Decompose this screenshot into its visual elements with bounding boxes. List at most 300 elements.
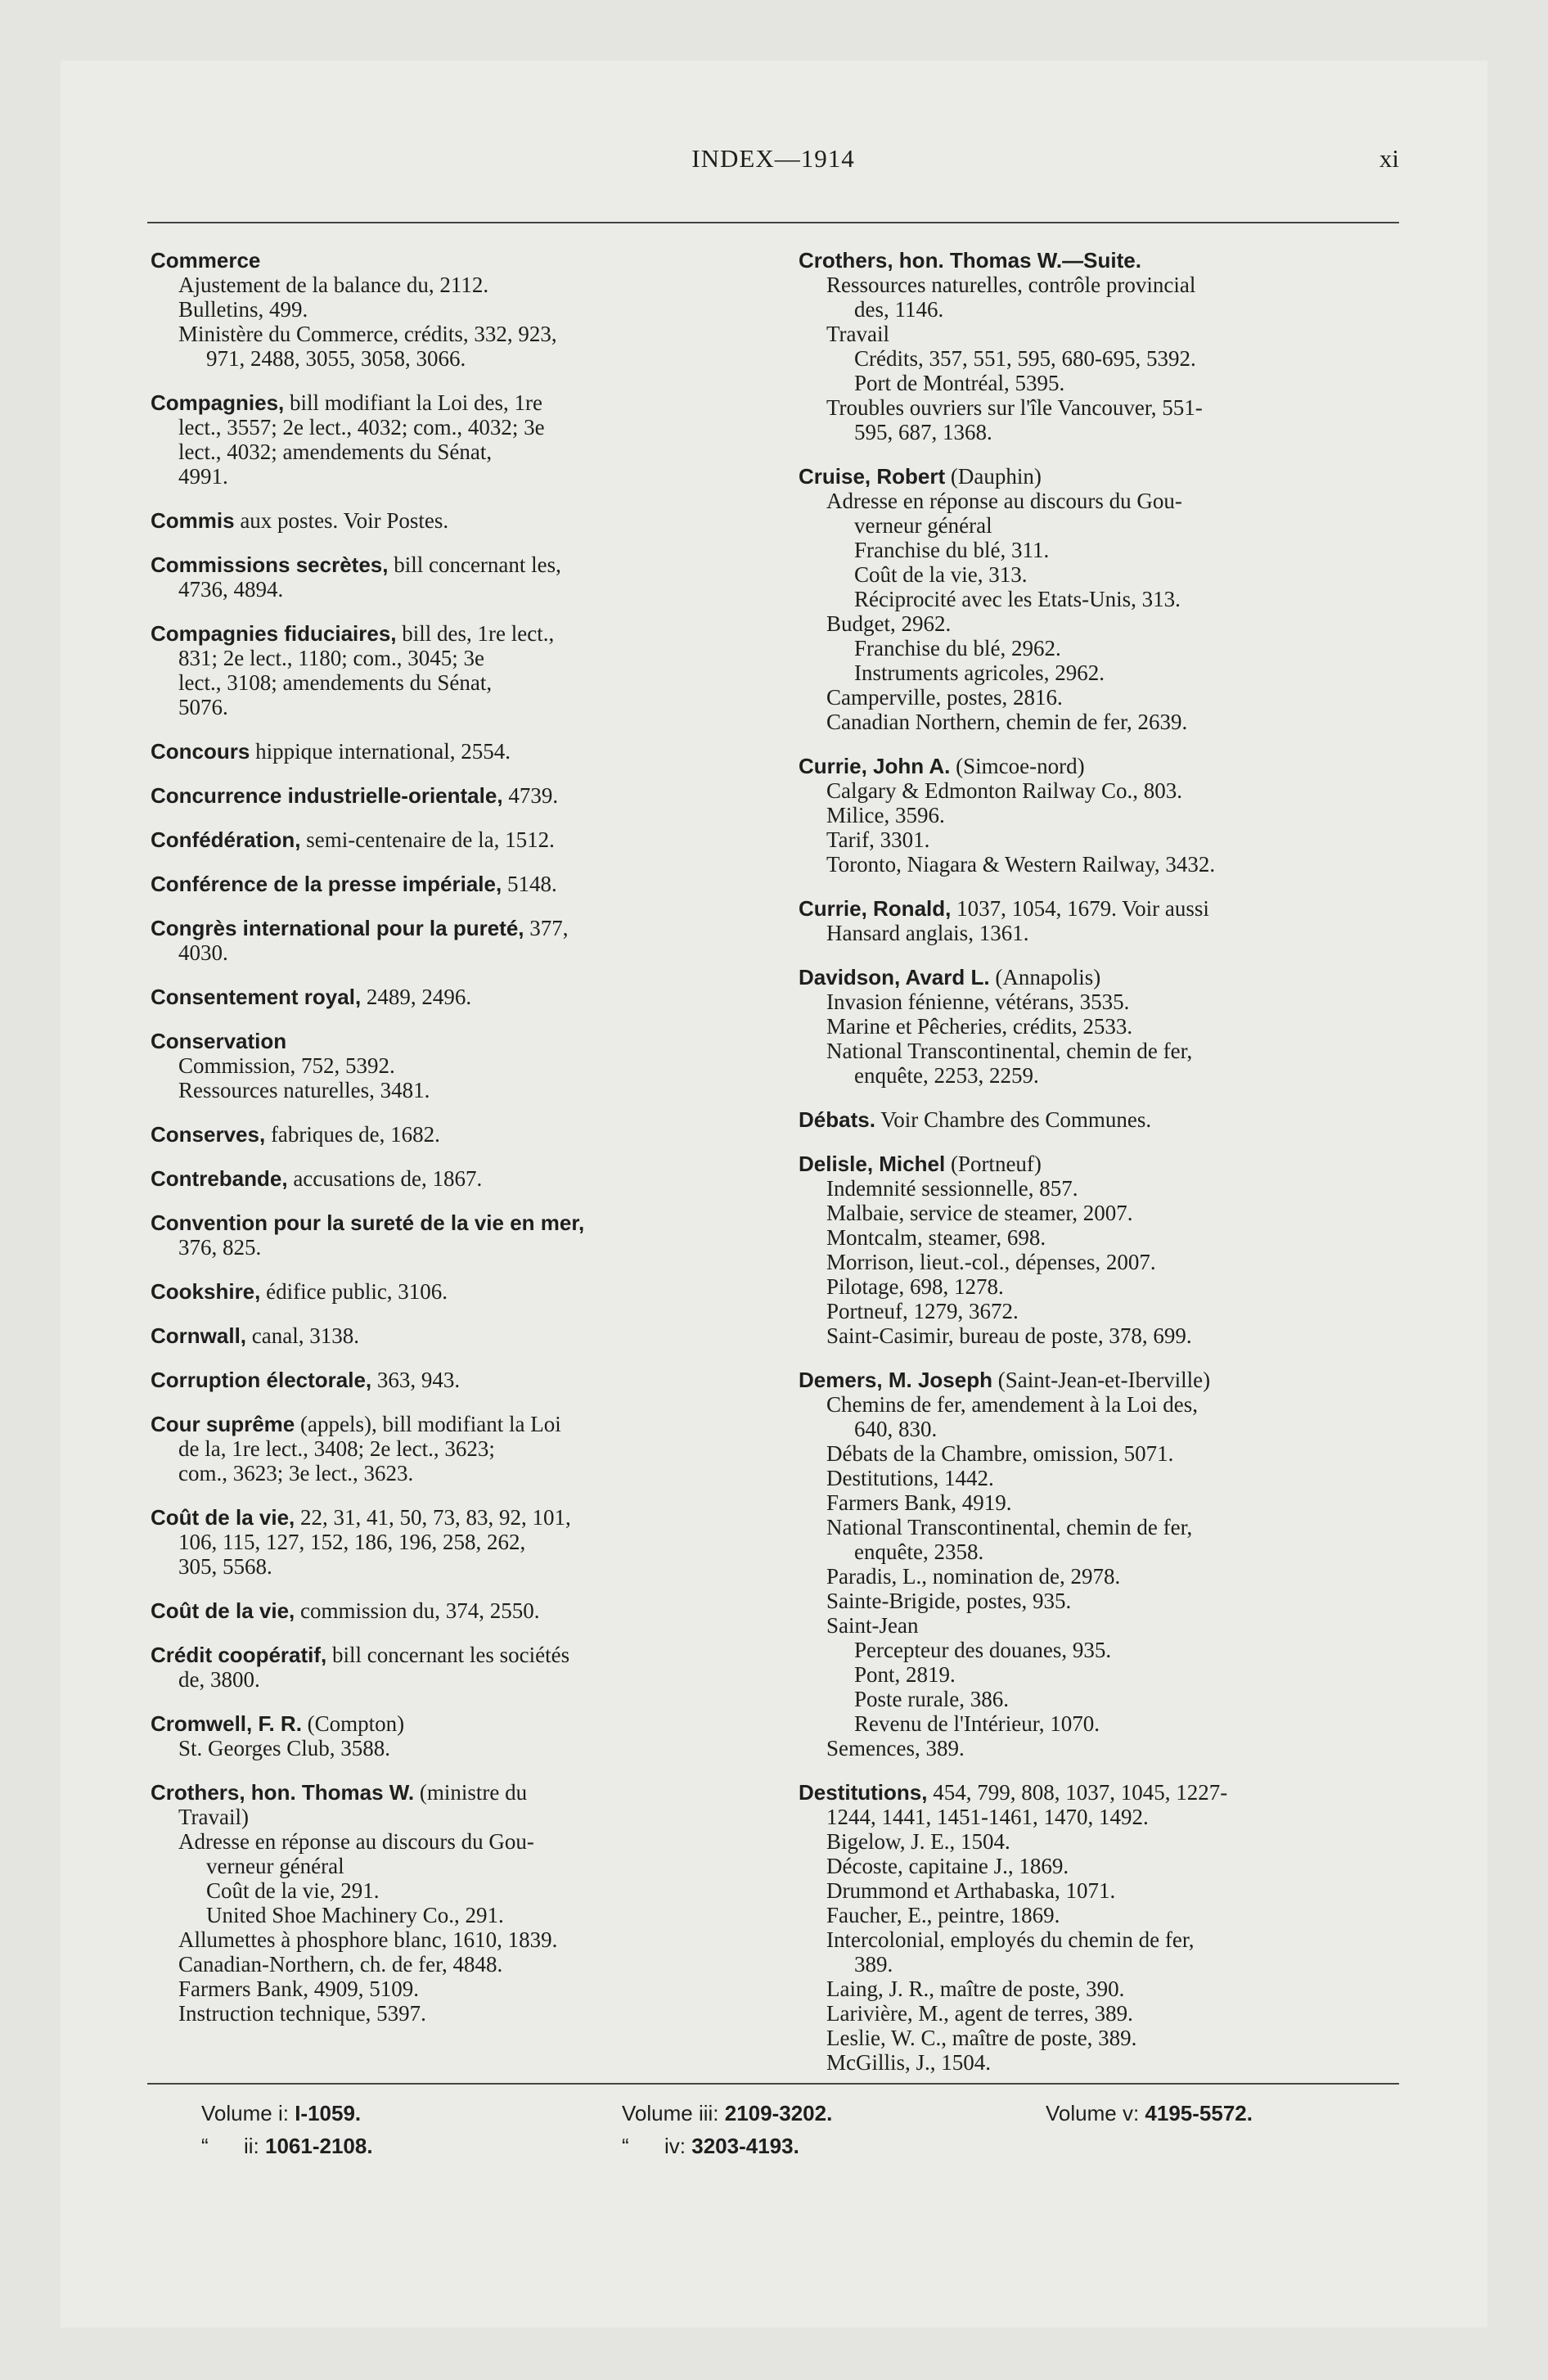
sub-entry-text: Adresse en réponse au discours du Gou- (178, 1829, 534, 1854)
sub-entry (799, 611, 1404, 636)
sub-entry-text: Drummond et Arthabaska, 1071. (826, 1878, 1116, 1903)
sub-entry-text: Débats de la Chambre, omission, 5071. (826, 1441, 1174, 1466)
index-entry (151, 1323, 764, 1348)
sub-sub-entry-text: Instruments agricoles, 2962. (854, 660, 1105, 685)
sub-sub-entry (151, 1903, 764, 1927)
entry-continuation: Hansard anglais, 1361. (826, 921, 1029, 945)
sub-entry-text: McGillis, J., 1504. (826, 2050, 992, 2075)
sub-entry-text: Morrison, lieut.-col., dépenses, 2007. (826, 1250, 1156, 1274)
sub-entry-text: Montcalm, steamer, 698. (826, 1225, 1046, 1250)
entry-first-line (799, 1152, 1404, 1176)
sub-entry-text: Saint-Casimir, bureau de poste, 378, 699. (826, 1323, 1192, 1348)
entry-text: hippique international, 2554. (255, 739, 511, 764)
sub-entry (799, 1274, 1404, 1299)
entry-text: accusations de, 1867. (293, 1166, 483, 1191)
sub-entry (799, 1613, 1404, 1638)
entry-text: Voir Chambre des Communes. (880, 1107, 1152, 1132)
sub-sub-entry-text: Poste rurale, 386. (854, 1687, 1009, 1711)
sub-entry (799, 1854, 1404, 1878)
sub-entry-text: Ajustement de la balance du, 2112. (178, 273, 489, 297)
entry-first-line (151, 248, 764, 273)
page-header (147, 144, 1399, 177)
entry-continuation: 5076. (178, 695, 228, 719)
sub-entry (799, 273, 1404, 322)
entry-heading: Commissions secrètes, (151, 552, 389, 577)
index-entry (151, 1210, 764, 1260)
sub-entry (151, 1977, 764, 2001)
index-entry (799, 896, 1404, 945)
sub-entry (799, 1441, 1404, 1466)
header-rule (147, 222, 1399, 223)
sub-sub-entry (799, 1662, 1404, 1687)
entry-first-line (151, 1279, 764, 1304)
sub-entry (799, 778, 1404, 803)
index-entry (799, 464, 1404, 734)
volume-range: 4195-5572. (1145, 2101, 1253, 2125)
sub-sub-entry-text: Percepteur des douanes, 935. (854, 1638, 1112, 1662)
sub-entry-text: Paradis, L., nomination de, 2978. (826, 1564, 1121, 1589)
sub-entry (799, 2026, 1404, 2050)
entry-heading: Débats. (799, 1107, 875, 1132)
sub-entry-text: Farmers Bank, 4919. (826, 1490, 1012, 1515)
sub-entry (151, 1927, 764, 1952)
entry-continuation: Travail) (178, 1805, 249, 1829)
sub-entry (151, 273, 764, 297)
sub-entry (799, 685, 1404, 710)
entry-first-line (151, 552, 764, 577)
sub-entry-text: Chemins de fer, amendement à la Loi des, (826, 1392, 1199, 1417)
footer-volume-line (1046, 2097, 1253, 2130)
entry-text: aux postes. Voir Postes. (240, 508, 449, 533)
sub-entry-text: 389. (854, 1952, 893, 1977)
entry-text: édifice public, 3106. (266, 1279, 448, 1304)
entry-heading: Confédération, (151, 827, 301, 852)
entry-first-line (799, 1107, 1404, 1132)
sub-entry-text: Allumettes à phosphore blanc, 1610, 1839. (178, 1927, 558, 1952)
entry-text: semi-centenaire de la, 1512. (306, 827, 555, 852)
sub-entry (799, 489, 1404, 538)
sub-sub-entry-text: United Shoe Machinery Co., 291. (206, 1903, 504, 1927)
sub-sub-entry-text: Coût de la vie, 291. (206, 1878, 380, 1903)
entry-text: bill des, 1re lect., (402, 621, 555, 646)
entry-heading: Compagnies, (151, 390, 285, 415)
sub-entry (151, 1736, 764, 1760)
sub-entry-text: Saint-Jean (826, 1613, 919, 1638)
volume-range: 2109-3202. (724, 2101, 833, 2125)
entry-heading: Concours (151, 739, 250, 764)
entry-continuation: 376, 825. (178, 1235, 262, 1260)
sub-sub-entry (799, 371, 1404, 395)
sub-entry (799, 710, 1404, 734)
sub-entry-text: Sainte-Brigide, postes, 935. (826, 1589, 1072, 1613)
sub-entry-text: Intercolonial, employés du chemin de fer, (826, 1927, 1195, 1952)
sub-entry (799, 1466, 1404, 1490)
sub-entry-text: Décoste, capitaine J., 1869. (826, 1854, 1069, 1878)
entry-heading: Conservation (151, 1029, 287, 1053)
sub-entry-text: Troubles ouvriers sur l'île Vancouver, 551- (826, 395, 1203, 420)
index-entry (151, 621, 764, 719)
index-entry (151, 1166, 764, 1191)
volume-range: 1061-2108. (265, 2134, 373, 2158)
sub-entry-text: Semences, 389. (826, 1736, 965, 1760)
footer-volume-group-1 (201, 2097, 373, 2162)
entry-heading: Cour suprême (151, 1412, 295, 1436)
sub-entry (799, 1564, 1404, 1589)
sub-entry-text: Invasion fénienne, vétérans, 3535. (826, 989, 1130, 1014)
index-entry (151, 508, 764, 533)
sub-entry-text: National Transcontinental, chemin de fer, (826, 1039, 1193, 1063)
sub-sub-entry (799, 587, 1404, 611)
index-entry (151, 1505, 764, 1579)
entry-continuation: 1244, 1441, 1451-1461, 1470, 1492. (826, 1805, 1149, 1829)
sub-entry-text: Calgary & Edmonton Railway Co., 803. (826, 778, 1182, 803)
entry-text: (Dauphin) (950, 464, 1042, 489)
sub-entry (151, 297, 764, 322)
entry-first-line (151, 1711, 764, 1736)
entry-first-line (799, 965, 1404, 989)
sub-entry (799, 1201, 1404, 1225)
entry-first-line (151, 1412, 764, 1436)
footer-volume-line (201, 2130, 373, 2162)
entry-heading: Conférence de la presse impériale, (151, 872, 502, 896)
entry-heading: Crothers, hon. Thomas W.—Suite. (799, 248, 1141, 273)
entry-first-line (151, 916, 764, 940)
entry-text: (Simcoe-nord) (956, 754, 1085, 778)
entry-first-line (151, 1643, 764, 1667)
sub-entry (151, 322, 764, 371)
entry-heading: Crothers, hon. Thomas W. (151, 1780, 415, 1805)
sub-entry (799, 852, 1404, 877)
entry-text: 2489, 2496. (366, 985, 472, 1009)
sub-sub-entry-text: Port de Montréal, 5395. (854, 371, 1065, 395)
entry-first-line (151, 1122, 764, 1147)
sub-entry-text: Bulletins, 499. (178, 297, 308, 322)
index-column-right (799, 248, 1404, 2094)
entry-text: (Compton) (307, 1711, 405, 1736)
sub-sub-entry-text: Franchise du blé, 2962. (854, 636, 1061, 660)
entry-continuation: 4030. (178, 940, 228, 965)
sub-entry (799, 2050, 1404, 2075)
entry-first-line (799, 1780, 1404, 1805)
sub-sub-entry-text: Réciprocité avec les Etats-Unis, 313. (854, 587, 1181, 611)
entry-continuation: 831; 2e lect., 1180; com., 3045; 3e (178, 646, 484, 670)
sub-sub-entry (799, 562, 1404, 587)
index-entry (151, 248, 764, 371)
footer-volume-group-3 (1046, 2097, 1253, 2130)
entry-continuation: de, 3800. (178, 1667, 260, 1692)
entry-first-line (151, 1029, 764, 1053)
sub-sub-entry (799, 1638, 1404, 1662)
sub-entry-text: enquête, 2253, 2259. (854, 1063, 1039, 1088)
sub-entry-text: Milice, 3596. (826, 803, 945, 827)
sub-entry-text: Instruction technique, 5397. (178, 2001, 426, 2026)
entry-heading: Davidson, Avard L. (799, 965, 990, 989)
index-entry (151, 827, 764, 852)
sub-entry (799, 395, 1404, 444)
sub-entry-text: Destitutions, 1442. (826, 1466, 994, 1490)
sub-entry-text: Farmers Bank, 4909, 5109. (178, 1977, 419, 2001)
entry-first-line (151, 872, 764, 896)
entry-text: (Portneuf) (950, 1152, 1042, 1176)
index-entry (799, 1780, 1404, 2075)
sub-entry (799, 1878, 1404, 1903)
sub-entry (799, 1736, 1404, 1760)
entry-first-line (151, 827, 764, 852)
index-entry (151, 985, 764, 1009)
running-title: INDEX—1914 (691, 144, 855, 173)
page-number: xi (1379, 144, 1399, 173)
entry-first-line (799, 1368, 1404, 1392)
index-entry (151, 390, 764, 489)
sub-sub-entry (799, 346, 1404, 371)
sub-entry-text: Canadian-Northern, ch. de fer, 4848. (178, 1952, 503, 1977)
entry-continuation: com., 3623; 3e lect., 3623. (178, 1461, 414, 1485)
index-entry (151, 783, 764, 808)
sub-entry-text: Faucher, E., peintre, 1869. (826, 1903, 1060, 1927)
sub-entry-text: Canadian Northern, chemin de fer, 2639. (826, 710, 1188, 734)
sub-entry (799, 1392, 1404, 1441)
sub-entry-text: Indemnité sessionnelle, 857. (826, 1176, 1078, 1201)
entry-heading: Corruption électorale, (151, 1368, 372, 1392)
entry-heading: Contrebande, (151, 1166, 288, 1191)
entry-heading: Consentement royal, (151, 985, 362, 1009)
entry-first-line (151, 390, 764, 415)
volume-label: “ ii: (201, 2134, 259, 2158)
sub-sub-entry-text: Pont, 2819. (854, 1662, 956, 1687)
index-entry (799, 754, 1404, 877)
entry-continuation: lect., 3557; 2e lect., 4032; com., 4032; 3e (178, 415, 545, 439)
sub-entry-text: Ressources naturelles, contrôle provincial (826, 273, 1196, 297)
entry-heading: Concurrence industrielle-orientale, (151, 783, 503, 808)
sub-entry (799, 1014, 1404, 1039)
index-entry (151, 872, 764, 896)
entry-text: 5148. (506, 872, 557, 896)
entry-continuation: 4736, 4894. (178, 577, 284, 602)
sub-entry-text: Budget, 2962. (826, 611, 952, 636)
index-entry (151, 1412, 764, 1485)
index-entry (151, 1780, 764, 2026)
entry-continuation: 4991. (178, 464, 228, 489)
sub-entry (799, 1323, 1404, 1348)
sub-sub-entry (799, 1687, 1404, 1711)
entry-first-line (799, 896, 1404, 921)
sub-entry (151, 1829, 764, 1878)
sub-entry-text: verneur général (854, 513, 992, 538)
entry-heading: Conserves, (151, 1122, 266, 1147)
footer-rule (147, 2083, 1399, 2085)
index-entry (151, 1368, 764, 1392)
sub-entry-text: Pilotage, 698, 1278. (826, 1274, 1004, 1299)
index-column-left (151, 248, 764, 2045)
sub-entry-text: Travail (826, 322, 890, 346)
entry-first-line (799, 464, 1404, 489)
sub-sub-entry (799, 538, 1404, 562)
entry-continuation: 305, 5568. (178, 1554, 272, 1579)
entry-first-line (151, 1598, 764, 1623)
entry-continuation: lect., 4032; amendements du Sénat, (178, 439, 493, 464)
sub-entry (799, 1176, 1404, 1201)
sub-entry (799, 1903, 1404, 1927)
entry-heading: Currie, John A. (799, 754, 951, 778)
entry-heading: Coût de la vie, (151, 1505, 295, 1530)
entry-first-line (151, 1780, 764, 1805)
sub-entry-text: St. Georges Club, 3588. (178, 1736, 391, 1760)
sub-entry-text: des, 1146. (854, 297, 944, 322)
sub-entry (799, 1829, 1404, 1854)
entry-heading: Delisle, Michel (799, 1152, 946, 1176)
sub-entry-text: 971, 2488, 3055, 3058, 3066. (206, 346, 466, 371)
sub-entry (799, 322, 1404, 346)
entry-heading: Cookshire, (151, 1279, 261, 1304)
index-entry (151, 1598, 764, 1623)
sub-entry-text: Portneuf, 1279, 3672. (826, 1299, 1019, 1323)
sub-sub-entry (151, 1878, 764, 1903)
footer-volume-line (622, 2097, 832, 2130)
sub-entry-text: Tarif, 3301. (826, 827, 930, 852)
sub-entry (799, 803, 1404, 827)
entry-heading: Compagnies fiduciaires, (151, 621, 397, 646)
sub-sub-entry-text: Revenu de l'Intérieur, 1070. (854, 1711, 1100, 1736)
index-entry (799, 965, 1404, 1088)
footer-volume-line (622, 2130, 832, 2162)
sub-sub-entry-text: Franchise du blé, 311. (854, 538, 1050, 562)
entry-continuation: de la, 1re lect., 3408; 2e lect., 3623; (178, 1436, 495, 1461)
index-entry (151, 1029, 764, 1102)
sub-entry-text: Bigelow, J. E., 1504. (826, 1829, 1010, 1854)
sub-sub-entry-text: Coût de la vie, 313. (854, 562, 1028, 587)
entry-text: 377, (529, 916, 569, 940)
sub-entry (151, 1078, 764, 1102)
entry-continuation: 106, 115, 127, 152, 186, 196, 258, 262, (178, 1530, 526, 1554)
volume-label: “ iv: (622, 2134, 686, 2158)
volume-range: 3203-4193. (691, 2134, 799, 2158)
entry-heading: Destitutions, (799, 1780, 928, 1805)
entry-first-line (799, 248, 1404, 273)
entry-text: 22, 31, 41, 50, 73, 83, 92, 101, (300, 1505, 571, 1530)
entry-first-line (799, 754, 1404, 778)
entry-text: bill concernant les sociétés (332, 1643, 570, 1667)
sub-entry (799, 2001, 1404, 2026)
entry-first-line (151, 783, 764, 808)
footer-volume-line (201, 2097, 373, 2130)
index-entry (799, 1152, 1404, 1348)
sub-sub-entry (799, 1711, 1404, 1736)
volume-label: Volume i: (201, 2101, 289, 2125)
sub-entry (799, 827, 1404, 852)
sub-entry (799, 1250, 1404, 1274)
sub-entry-text: verneur général (206, 1854, 344, 1878)
entry-text: canal, 3138. (251, 1323, 359, 1348)
entry-first-line (151, 1166, 764, 1191)
entry-heading: Convention pour la sureté de la vie en mer, (151, 1210, 585, 1235)
entry-text: 1037, 1054, 1679. Voir aussi (956, 896, 1209, 921)
sub-entry-text: Ministère du Commerce, crédits, 332, 923, (178, 322, 557, 346)
entry-heading: Demers, M. Joseph (799, 1368, 992, 1392)
sub-entry (799, 1515, 1404, 1564)
index-entry (151, 1279, 764, 1304)
sub-entry-text: Leslie, W. C., maître de poste, 389. (826, 2026, 1137, 2050)
index-entry (151, 739, 764, 764)
entry-text: (ministre du (419, 1780, 528, 1805)
entry-text: (Saint-Jean-et-Iberville) (997, 1368, 1211, 1392)
index-entry (151, 916, 764, 965)
entry-first-line (151, 1210, 764, 1235)
sub-entry-text: Marine et Pêcheries, crédits, 2533. (826, 1014, 1133, 1039)
index-entry (799, 1368, 1404, 1760)
entry-text: 454, 799, 808, 1037, 1045, 1227- (933, 1780, 1228, 1805)
entry-first-line (151, 621, 764, 646)
entry-first-line (151, 1323, 764, 1348)
index-entry (799, 248, 1404, 444)
sub-entry-text: 595, 687, 1368. (854, 420, 992, 444)
sub-entry (799, 1490, 1404, 1515)
entry-continuation: lect., 3108; amendements du Sénat, (178, 670, 493, 695)
entry-heading: Cornwall, (151, 1323, 247, 1348)
sub-entry (799, 1927, 1404, 1977)
sub-sub-entry-text: Crédits, 357, 551, 595, 680-695, 5392. (854, 346, 1196, 371)
entry-text: bill concernant les, (394, 552, 561, 577)
entry-heading: Cromwell, F. R. (151, 1711, 302, 1736)
index-entry (151, 552, 764, 602)
entry-text: (Annapolis) (995, 965, 1101, 989)
index-entry (799, 1107, 1404, 1132)
entry-heading: Coût de la vie, (151, 1598, 295, 1623)
entry-heading: Commerce (151, 248, 261, 273)
sub-entry (799, 1225, 1404, 1250)
sub-entry-text: Malbaie, service de steamer, 2007. (826, 1201, 1133, 1225)
sub-entry-text: enquête, 2358. (854, 1539, 984, 1564)
entry-text: 4739. (508, 783, 559, 808)
sub-entry-text: Adresse en réponse au discours du Gou- (826, 489, 1182, 513)
sub-entry (151, 2001, 764, 2026)
volume-label: Volume v: (1046, 2101, 1140, 2125)
sub-entry (799, 989, 1404, 1014)
sub-entry-text: Ressources naturelles, 3481. (178, 1078, 430, 1102)
sub-entry-text: Toronto, Niagara & Western Railway, 3432. (826, 852, 1216, 877)
entry-text: 363, 943. (376, 1368, 461, 1392)
sub-entry (151, 1053, 764, 1078)
entry-text: fabriques de, 1682. (270, 1122, 440, 1147)
entry-heading: Cruise, Robert (799, 464, 946, 489)
entry-text: commission du, 374, 2550. (300, 1598, 540, 1623)
sub-entry (799, 1039, 1404, 1088)
volume-label: Volume iii: (622, 2101, 719, 2125)
footer-volume-group-2 (622, 2097, 832, 2162)
sub-entry (151, 1952, 764, 1977)
index-entry (151, 1711, 764, 1760)
volume-range: I-1059. (295, 2101, 362, 2125)
sub-entry-text: 640, 830. (854, 1417, 938, 1441)
entry-text: (appels), bill modifiant la Loi (300, 1412, 561, 1436)
sub-entry (799, 1589, 1404, 1613)
sub-entry-text: National Transcontinental, chemin de fer, (826, 1515, 1193, 1539)
entry-heading: Congrès international pour la pureté, (151, 916, 524, 940)
index-entry (151, 1122, 764, 1147)
entry-heading: Commis (151, 508, 235, 533)
entry-heading: Currie, Ronald, (799, 896, 952, 921)
index-entry (151, 1643, 764, 1692)
entry-first-line (151, 985, 764, 1009)
sub-sub-entry (799, 660, 1404, 685)
entry-first-line (151, 739, 764, 764)
sub-entry (799, 1977, 1404, 2001)
sub-sub-entry (799, 636, 1404, 660)
entry-first-line (151, 508, 764, 533)
sub-entry-text: Larivière, M., agent de terres, 389. (826, 2001, 1133, 2026)
sub-entry-text: Laing, J. R., maître de poste, 390. (826, 1977, 1125, 2001)
entry-heading: Crédit coopératif, (151, 1643, 327, 1667)
sub-entry-text: Camperville, postes, 2816. (826, 685, 1063, 710)
